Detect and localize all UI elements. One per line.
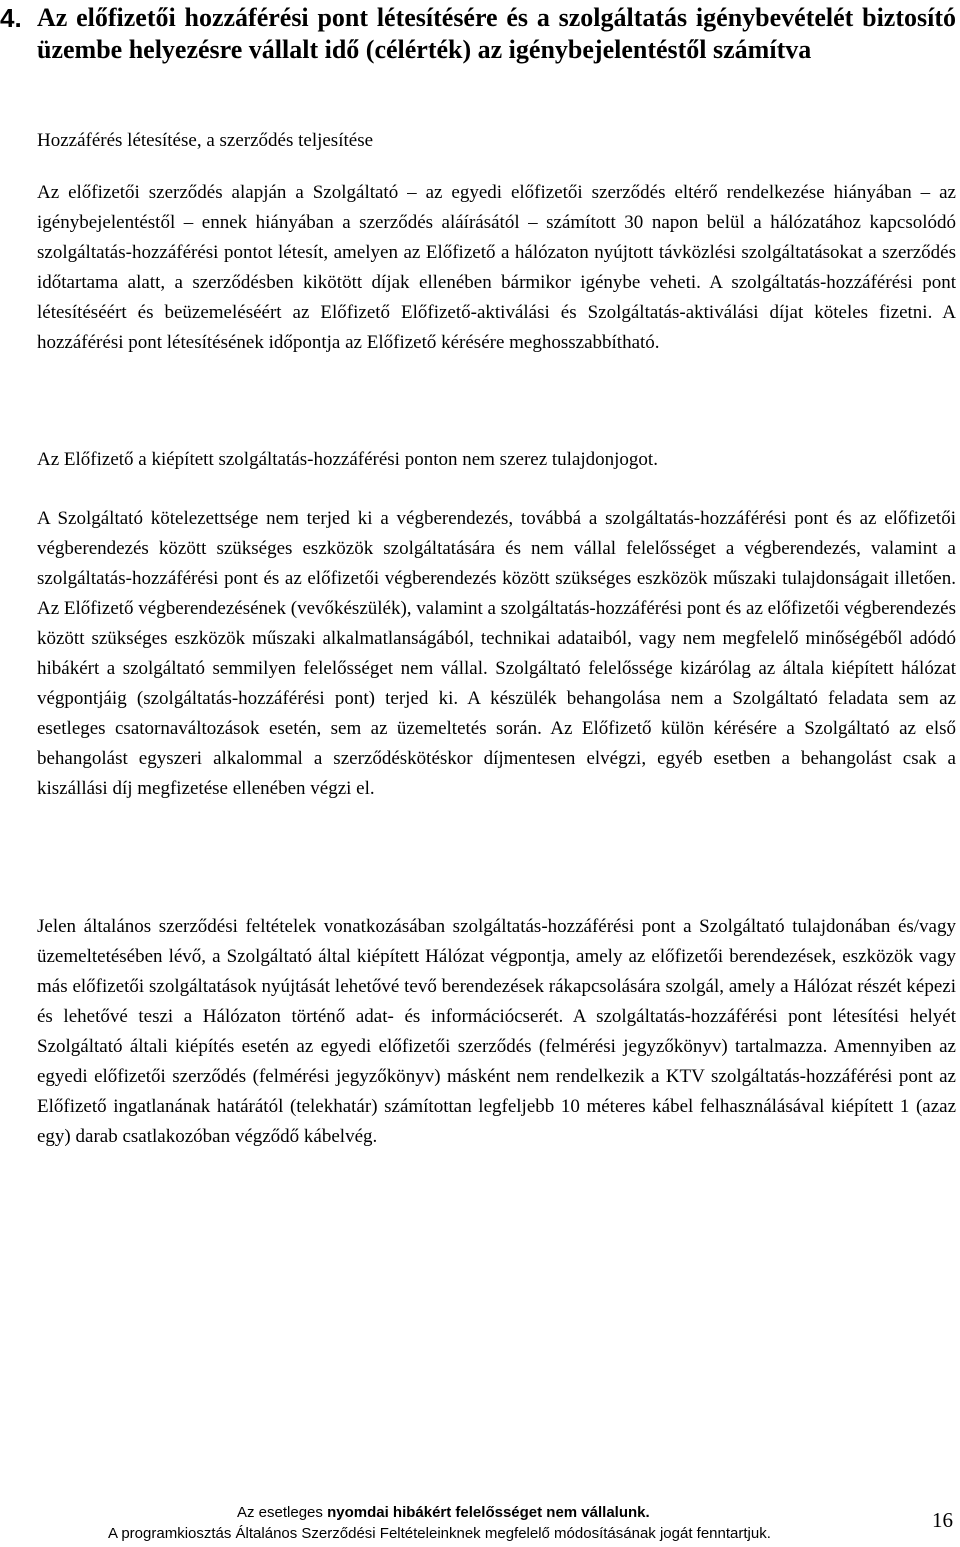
footer-disclaimer-prefix: Az esetleges xyxy=(237,1504,328,1521)
section-subtitle: Hozzáférés létesítése, a szerződés teljesítése xyxy=(37,130,374,151)
section-title: Az előfizetői hozzáférési pont létesítésére és a szolgáltatás igénybevételét biztosító üzembe helyezésre vállalt idő (célérték) az igénybejelentéstől számítva xyxy=(37,3,956,64)
paragraph-access-establishment: Az előfizetői szerződés alapján a Szolgáltató – az egyedi előfizetői szerződés eltérő rendelkezése hiányában – az igénybejelentéstől – ennek hiányában a szerződés aláírásától – számított 30 napon belül a hálózatához kapcsolódó szolgáltatás-hozzáférési pontot létesít, amelyen az Előfizető a hálózaton nyújtott távközlési szolgáltatásokat a szerződés időtartama alatt, a szerződésben kikötött díjak ellenében bármikor igénybe veheti. A szolgáltatás-hozzáférési pont létesítéséért és beüzemeléséért az Előfizető Előfizető-aktiválási és Szolgáltatás-aktiválási díjat köteles fizetni. A hozzáférési pont létesítésének időpontja az Előfizető kérésére meghosszabbítható. xyxy=(37,182,956,353)
section-heading xyxy=(0,2,956,66)
footer-disclaimer xyxy=(237,1504,650,1522)
paragraph-ownership: Az Előfizető a kiépített szolgáltatás-hozzáférési ponton nem szerez tulajdonjogot. xyxy=(37,449,658,470)
paragraph-liability: A Szolgáltató kötelezettsége nem terjed ki a végberendezés, továbbá a szolgáltatás-hozzáférési pont és az előfizetői végberendezés között szükséges eszközök szolgáltatására és nem vállal felelősséget a végberendezés, valamint a szolgáltatás-hozzáférési pont és az előfizetői végberendezés között szükséges eszközök műszaki tulajdonságait illetően. Az Előfizető végberendezésének (vevőkészülék), valamint a szolgáltatás-hozzáférési pont és az előfizetői végberendezés között szükséges eszközök műszaki alkalmatlanságából, technikai adataiból, vagy nem megfelelő minőségéből adódó hibákért a szolgáltató semmilyen felelősséget nem vállal. Szolgáltató felelőssége kizárólag az általa kiépített hálózat végpontjáig (szolgáltatás-hozzáférési pont) terjed ki. A készülék behangolása nem a Szolgáltató feladata sem az esetleges csatornaváltozások esetén, sem az üzemeltetés során. Az Előfizető külön kérésére a Szolgáltató az első behangolást egyszeri alkalommal a szerződéskötéskor díjmentesen elvégzi, egyéb esetben a behangolást csak a kiszállási díj megfizetése ellenében végzi el. xyxy=(37,508,956,799)
page-footer xyxy=(0,1502,960,1547)
section-number: 4. xyxy=(0,3,22,33)
footer-disclaimer-bold: nyomdai hibákért felelősséget nem vállalunk. xyxy=(327,1504,650,1521)
footer-rights-note: A programkiosztás Általános Szerződési Feltételeinknek megfelelő módosításának jogát fenntartjuk. xyxy=(108,1525,771,1542)
paragraph-definition: Jelen általános szerződési feltételek vonatkozásában szolgáltatás-hozzáférési pont a Szolgáltató tulajdonában és/vagy üzemeltetésében lévő, a Szolgáltató által kiépített Hálózat végpontja, amely az előfizetői berendezések, eszközök vagy más előfizetői szolgáltatások nyújtását lehetővé tevő berendezések rákapcsolására szolgál, amely a Hálózat részét képezi és lehetővé teszi a Hálózaton történő adat- és információcserét. A szolgáltatás-hozzáférési pont létesítési helyét Szolgáltató általi kiépítés esetén az egyedi előfizetői szerződés (felmérési jegyzőkönyv) tartalmazza. Amennyiben az egyedi előfizetői szerződés (felmérési jegyzőkönyv) másként nem rendelkezik a KTV szolgáltatás-hozzáférési pont az Előfizető ingatlanának határától (telekhatár) számítottan legfeljebb 10 méteres kábel felhasználásával kiépített 1 (azaz egy) darab csatlakozóban végződő kábelvég. xyxy=(37,916,956,1147)
page-number: 16 xyxy=(932,1508,953,1532)
